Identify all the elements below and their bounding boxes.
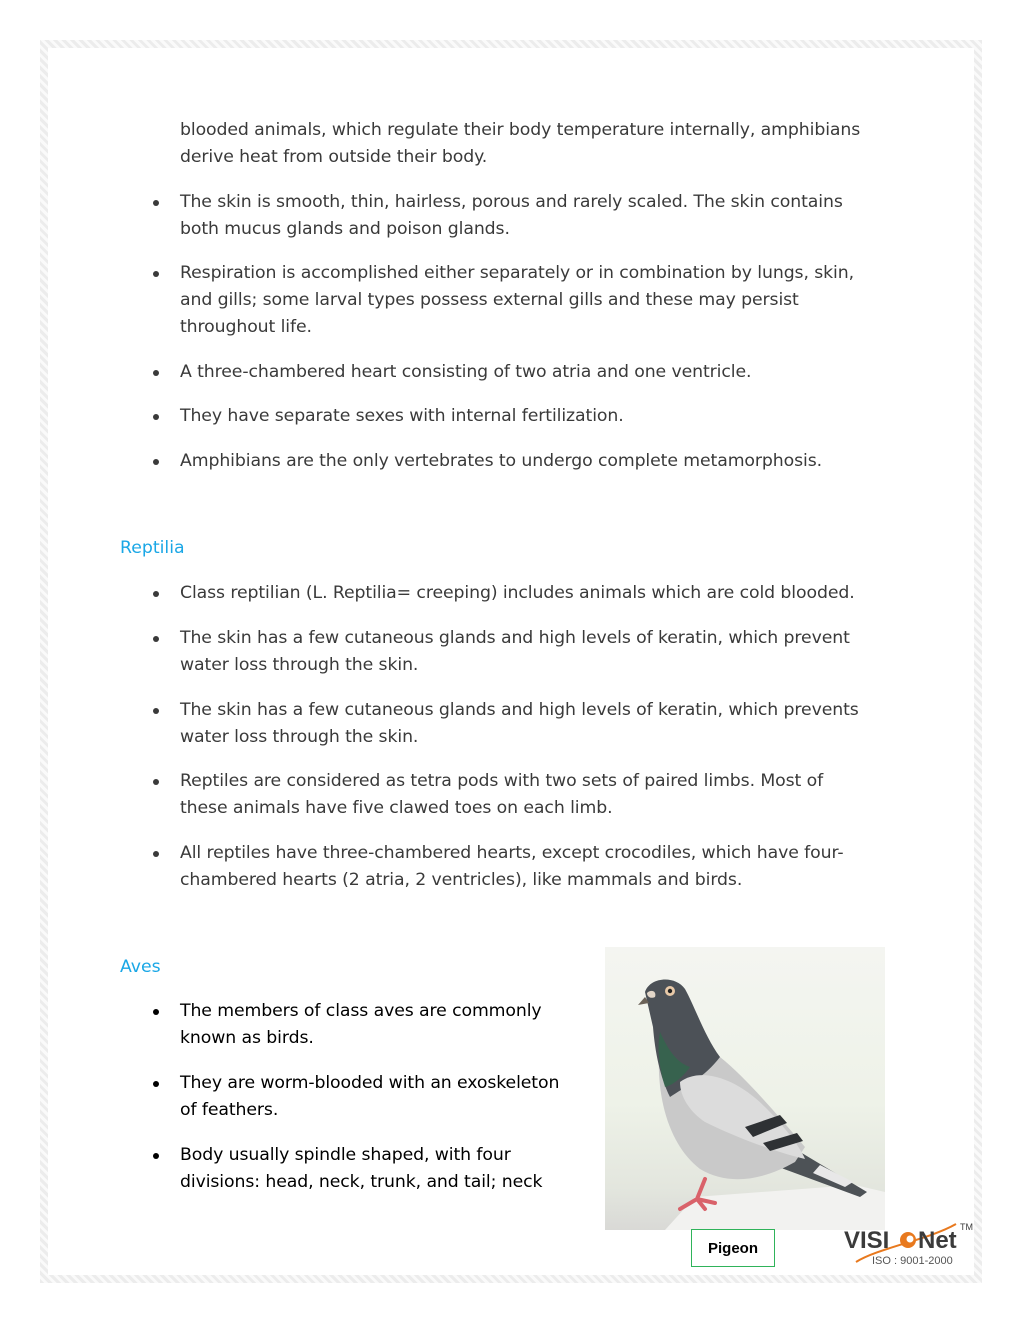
text-line: Amphibians are the only vertebrates to undergo complete metamorphosis. (180, 451, 823, 471)
list-item (150, 697, 905, 751)
text-line: The skin has a few cutaneous glands and high levels of keratin, which prevents (180, 700, 859, 720)
text-line: A three-chambered heart consisting of two atria and one ventricle. (180, 362, 752, 382)
list-item (150, 625, 905, 679)
list-item (150, 1142, 590, 1196)
list-item (150, 260, 905, 341)
text-line: these animals have five clawed toes on each limb. (180, 798, 613, 818)
text-line: chambered hearts (2 atria, 2 ventricles), like mammals and birds. (180, 870, 743, 890)
svg-text:VISI: VISI (844, 1227, 890, 1254)
pigeon-photo (605, 947, 885, 1230)
text-line: known as birds. (180, 1028, 314, 1048)
intro-paragraph (180, 117, 905, 171)
list-item (150, 359, 905, 386)
text-line: They are worm-blooded with an exoskeleton (180, 1073, 560, 1093)
text-line: water loss through the skin. (180, 727, 419, 747)
section-heading-reptilia: Reptilia (120, 538, 185, 558)
svg-text:TM: TM (960, 1222, 973, 1232)
text-line: water loss through the skin. (180, 655, 419, 675)
text-line: Body usually spindle shaped, with four (180, 1145, 511, 1165)
section-heading-aves: Aves (120, 957, 161, 977)
text-line: Reptiles are considered as tetra pods with two sets of paired limbs. Most of (180, 771, 824, 791)
text-line: both mucus glands and poison glands. (180, 219, 510, 239)
text-line: divisions: head, neck, trunk, and tail; neck (180, 1172, 543, 1192)
list-item (150, 189, 905, 243)
list-item (150, 448, 905, 475)
text-line: Respiration is accomplished either separately or in combination by lungs, skin, (180, 263, 855, 283)
figure-caption: Pigeon (691, 1229, 775, 1267)
text-line: blooded animals, which regulate their body temperature internally, amphibians (180, 120, 861, 140)
svg-text:ISO : 9001-2000: ISO : 9001-2000 (872, 1255, 953, 1267)
list-item (150, 768, 905, 822)
pigeon-illustration-icon (605, 947, 885, 1230)
list-item (150, 840, 905, 894)
list-item (150, 998, 590, 1052)
list-item (150, 1070, 590, 1124)
svg-text:Net: Net (918, 1227, 957, 1254)
list-item (150, 403, 905, 430)
text-line: and gills; some larval types possess external gills and these may persist (180, 290, 799, 310)
text-line: They have separate sexes with internal fertilization. (180, 406, 624, 426)
text-line: The members of class aves are commonly (180, 1001, 542, 1021)
text-line: derive heat from outside their body. (180, 147, 488, 167)
list-item (150, 580, 905, 607)
text-line: The skin has a few cutaneous glands and high levels of keratin, which prevent (180, 628, 850, 648)
text-line: throughout life. (180, 317, 312, 337)
text-line: of feathers. (180, 1100, 279, 1120)
text-line: All reptiles have three-chambered hearts, except crocodiles, which have four- (180, 843, 844, 863)
visionet-logo-icon (838, 1218, 978, 1268)
visionet-logo (838, 1218, 978, 1268)
text-line: Class reptilian (L. Reptilia= creeping) includes animals which are cold blooded. (180, 583, 855, 603)
text-line: The skin is smooth, thin, hairless, porous and rarely scaled. The skin contains (180, 192, 843, 212)
